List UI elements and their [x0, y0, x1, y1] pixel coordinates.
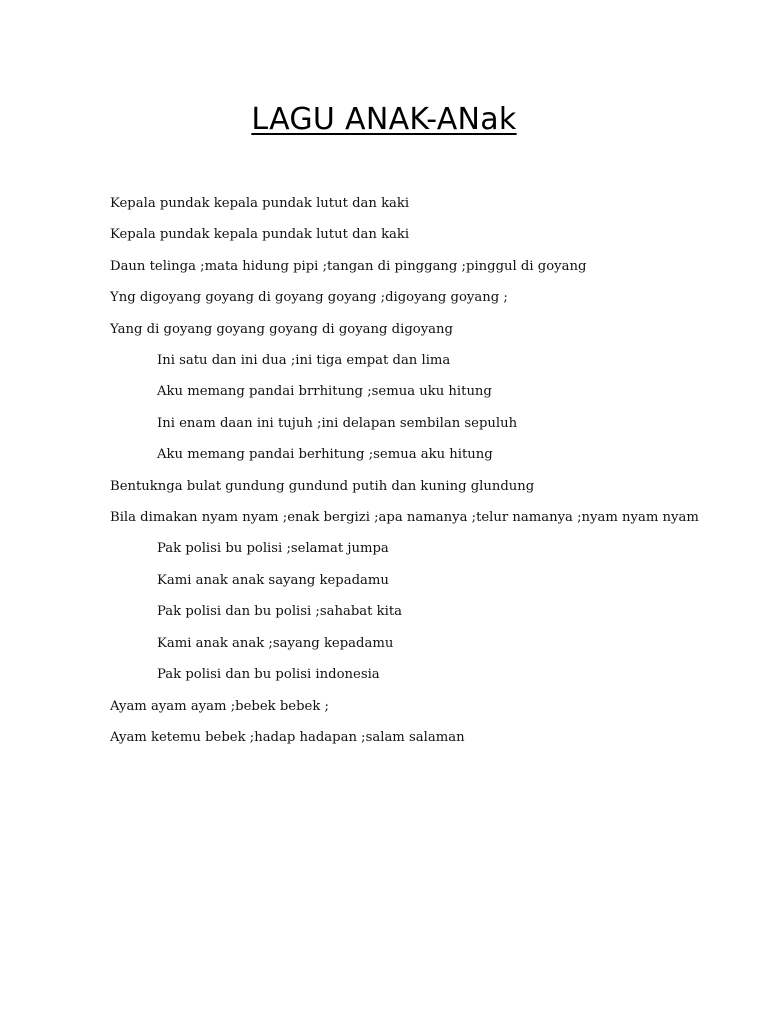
- lyric-line: Bentukngа bulat gundung gundund putih dan kuning glundung: [110, 478, 535, 494]
- lyric-line: Kepala pundak kepala pundak lutut dan kaki: [110, 196, 410, 211]
- lyric-line: Kami anak anak ;sayang kepadamu: [157, 635, 394, 651]
- lyric-line: Bila dimakan nyam nyam ;enak bergizi ;apa namanya ;telur namanya ;nyam nyam nyam: [110, 510, 699, 526]
- lyric-line: Aku memang pandai berhitung ;semua aku hitung: [157, 447, 493, 463]
- song-lyrics: [110, 188, 750, 753]
- lyric-line: Ayam ketemu bebek ;hadap hadapan ;salam salaman: [110, 729, 465, 745]
- lyric-line: Aku memang pandai brrhitung ;semua uku hitung: [157, 384, 492, 400]
- lyric-line: Kami anak anak sayang kepadamu: [157, 572, 389, 588]
- lyric-line: Daun telinga ;mata hidung pipi ;tangan di pinggang ;pinggul di goyang: [110, 258, 587, 274]
- lyric-line: Yang di goyang goyang goyang di goyang digoyang: [110, 321, 453, 337]
- lyric-line: Yng digoyang goyang di goyang goyang ;digoyang goyang ;: [110, 290, 508, 306]
- lyric-line: Kepala pundak kepala pundak lutut dan kaki: [110, 227, 410, 243]
- page-title: LAGU ANAK-ANak: [251, 102, 517, 137]
- lyric-line: Ini enam daan ini tujuh ;ini delapan sembilan sepuluh: [157, 415, 518, 431]
- lyric-line: Pak polisi bu polisi ;selamat jumpa: [157, 541, 389, 557]
- lyric-line: Ini satu dan ini dua ;ini tiga empat dan lima: [157, 353, 451, 369]
- lyric-line: Pak polisi dan bu polisi ;sahabat kita: [157, 604, 403, 620]
- lyric-line: Pak polisi dan bu polisi indonesia: [157, 667, 380, 683]
- lyric-line: Ayam ayam ayam ;bebek bebek ;: [110, 698, 329, 714]
